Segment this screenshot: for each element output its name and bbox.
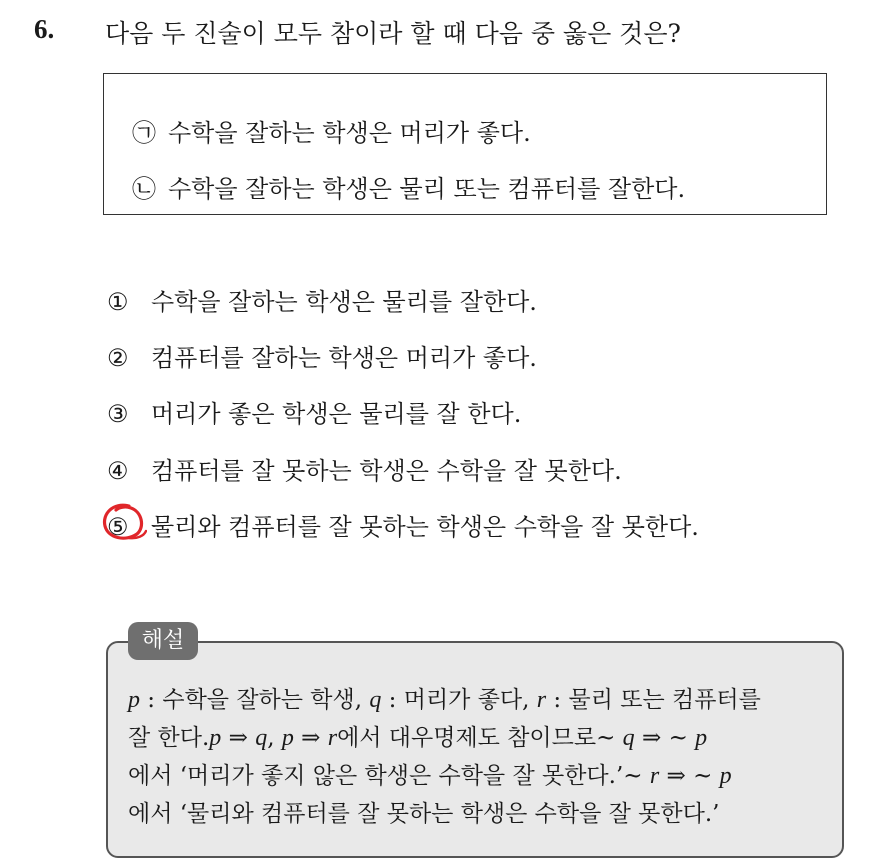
statement-item — [132, 169, 685, 204]
statement-item — [132, 113, 531, 148]
choice-option[interactable] — [107, 507, 699, 542]
choice-text: 물리와 컴퓨터를 잘 못하는 학생은 수학을 잘 못한다. — [151, 513, 699, 541]
statement-text: 수학을 잘하는 학생은 물리 또는 컴퓨터를 잘한다. — [168, 175, 686, 203]
explanation-tag: 해설 — [128, 622, 198, 660]
math-variable: p — [719, 763, 732, 789]
explanation-text: ⇒ — [221, 725, 256, 751]
statements-box — [103, 73, 827, 215]
math-variable: r — [649, 763, 660, 789]
math-variable: q — [255, 725, 268, 751]
question-number: 6. — [34, 14, 55, 44]
choice-option[interactable] — [107, 282, 537, 317]
math-variable: r — [536, 687, 547, 713]
explanation-text: : 수학을 잘하는 학생, — [140, 687, 370, 713]
answer-circle-icon — [99, 500, 147, 544]
statement-mark: ㉡ — [132, 175, 156, 203]
explanation-text: 에서 ‘머리가 좋지 않은 학생은 수학을 잘 못한다.’~ — [128, 763, 650, 789]
explanation-text: : 머리가 좋다, — [381, 687, 537, 713]
math-variable: p — [695, 725, 708, 751]
explanation-text: 에서 대우명제도 참이므로~ — [337, 725, 623, 751]
choice-number: ④ — [107, 457, 129, 485]
choice-number: ③ — [107, 400, 129, 428]
explanation-text: : 물리 또는 컴퓨터를 — [546, 687, 761, 713]
explanation-text: , — [267, 725, 282, 751]
choice-number: ⑤ — [107, 513, 129, 541]
explanation-text: ⇒ — [293, 725, 328, 751]
choice-text: 컴퓨터를 잘 못하는 학생은 수학을 잘 못한다. — [151, 457, 622, 485]
statement-mark: ㉠ — [132, 119, 156, 147]
explanation-text: 잘 한다. — [128, 725, 210, 751]
math-variable: p — [128, 687, 140, 713]
explanation-text: ⇒ ~ — [659, 763, 720, 789]
statement-text: 수학을 잘하는 학생은 머리가 좋다. — [168, 119, 531, 147]
question-text: 다음 두 진술이 모두 참이라 할 때 다음 중 옳은 것은? — [105, 19, 681, 48]
choice-number: ① — [107, 288, 129, 316]
choice-option[interactable] — [107, 394, 521, 429]
math-variable: p — [281, 725, 294, 751]
choice-text: 수학을 잘하는 학생은 물리를 잘한다. — [151, 288, 537, 316]
explanation-text: ⇒ ~ — [634, 725, 696, 751]
explanation-line — [128, 719, 707, 752]
explanation-line — [128, 757, 732, 790]
math-variable: q — [369, 687, 382, 713]
math-variable: r — [327, 725, 338, 751]
explanation-text: 에서 ‘물리와 컴퓨터를 잘 못하는 학생은 수학을 잘 못한다.’ — [128, 801, 720, 827]
explanation-line — [128, 681, 761, 714]
choice-text: 컴퓨터를 잘하는 학생은 머리가 좋다. — [151, 344, 537, 372]
choice-option[interactable] — [107, 451, 622, 486]
choice-text: 머리가 좋은 학생은 물리를 잘 한다. — [151, 400, 522, 428]
choice-number: ② — [107, 344, 129, 372]
choice-option[interactable] — [107, 338, 537, 373]
math-variable: q — [622, 725, 635, 751]
explanation-line — [128, 795, 719, 828]
math-variable: p — [209, 725, 222, 751]
